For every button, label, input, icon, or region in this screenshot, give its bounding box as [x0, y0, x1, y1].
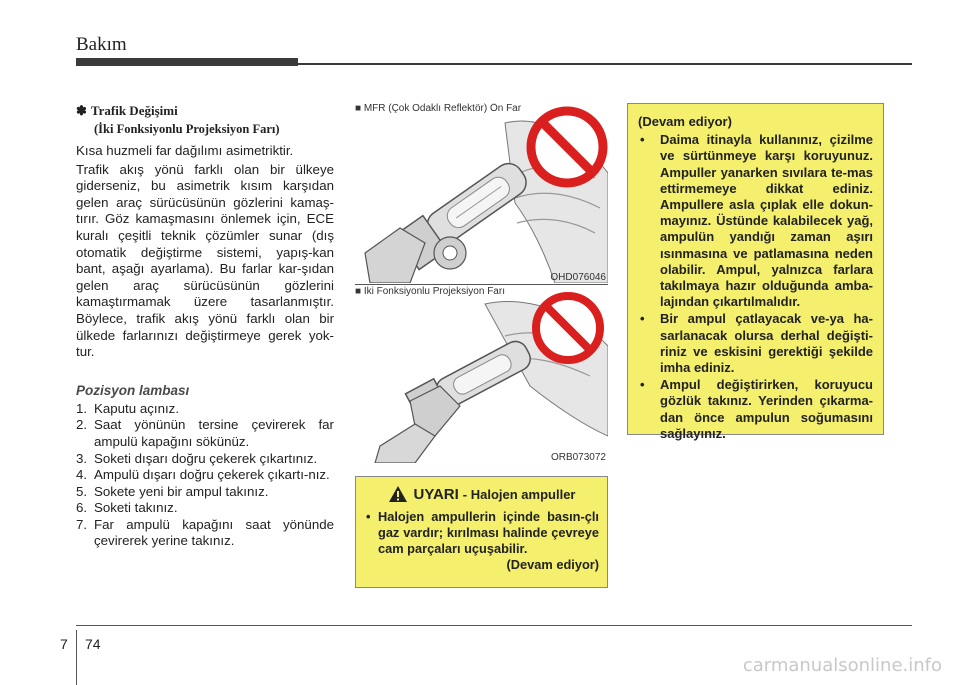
page-header-title: Bakım — [76, 34, 127, 55]
list-item: 5. Sokete yeni bir ampul takınız. — [76, 483, 269, 499]
caution-list — [638, 132, 873, 442]
prohibition-icon — [531, 111, 603, 183]
warning-title: UYARI — [413, 485, 459, 503]
list-item: 6. Soketi takınız. — [76, 500, 178, 516]
list-item: 4. Ampulü dışarı doğru çekerek çıkartı-nız. — [76, 467, 330, 483]
image-mfr-headlamp — [355, 103, 608, 283]
warning-subtitle: - Halojen ampuller — [462, 486, 576, 502]
image-caption: ■ MFR (Çok Odaklı Reflektör) Ön Far — [355, 103, 522, 114]
footer-separator — [76, 630, 77, 685]
warning-list — [364, 509, 599, 557]
list-item: • Bir ampul çatlayacak ve-ya ha-sarlanacak olursa derhal değişti-riniz ve eskisini gerektiği şekilde imha ediniz. — [640, 311, 873, 376]
footer-line — [76, 625, 912, 626]
watermark: carmanualsonline.info — [742, 655, 942, 676]
paragraph-asymmetric: Kısa huzmeli far dağılımı asimetriktir. — [76, 143, 294, 158]
list-item: 3. Soketi dışarı doğru çekerek çıkartınız. — [76, 450, 318, 466]
warning-triangle-icon — [388, 485, 408, 503]
section-subtitle: (İki Fonksiyonlu Projeksiyon Farı) — [94, 122, 280, 136]
page-number: 74 — [85, 636, 101, 652]
list-item: • Ampul değiştirirken, koruyucu gözlük takınız. Yerinden çıkarma-dan önce ampulun soğumasını sağlayınız. — [640, 377, 873, 441]
paragraph-traffic: Trafik akış yönü farklı olan bir ülkeye giderseniz, bu asimetrik kısım karşıdan gelen araç sürücüsünün gözlerini kamaş-tırır. Göz kamaşmasını önlemek için, ECE kuralı çeşitli teknik çözümler sunar (dış otomatik değiştirme sistemi, yapış-kan bant, aşağı ayarlama). Bu farlar kar-şıdan gelen araç sürücüsünün gözlerini kamaştırmamak üzere tasarlanmıştır. Böylece, trafik akış yönü farklı olan bir ülkede farlarınızı değiştirmeye gerek yok-tur. — [76, 161, 334, 360]
steps-list — [76, 401, 334, 550]
header-bar-thin — [298, 63, 912, 65]
list-item: 7. Far ampulü kapağını saat yönünde çevirerek yerine takınız. — [76, 516, 334, 549]
section-marker-icon: ✽ — [76, 103, 87, 118]
left-column — [76, 103, 334, 550]
list-item: • Halojen ampullerin içinde basın-çlı gaz vardır; kırılması halinde çevreye cam parçaları uçuşabilir. — [366, 509, 599, 556]
image-projection-headlamp — [355, 286, 608, 463]
position-lamp-heading: Pozisyon lambası — [76, 382, 190, 398]
caution-box — [627, 103, 884, 441]
prohibition-icon — [536, 296, 600, 360]
chapter-number: 7 — [60, 636, 68, 652]
bulb-hand-illustration-icon — [355, 103, 608, 283]
continued-label: (Devam ediyor) — [638, 114, 732, 129]
list-item: 2. Saat yönünün tersine çevirerek far ampulü kapağını sökünüz. — [76, 417, 334, 449]
list-item: 1. Kaputu açınız. — [76, 400, 180, 416]
header-bar-thick — [76, 58, 298, 66]
section-title — [76, 103, 334, 119]
projection-bulb-illustration-icon — [355, 286, 608, 463]
image-caption: ■ İki Fonksiyonlu Projeksiyon Farı — [355, 286, 505, 297]
image-code: OHD076046 — [550, 272, 606, 283]
image-divider — [355, 284, 608, 285]
section-title-text: Trafik Değişimi — [90, 103, 178, 118]
list-item: • Daima itinayla kullanınız, çizilme ve sürtünmeye karşı koruyunuz. Ampuller yanarken sıvılara te-mas ettirmemeye dikkat ediniz. Ampullere asla çıplak elle dokun-mayınız. Üstünde kalabilecek yağ, ampulün yandığı zaman aşırı ısınmasına ve patlamasına neden olabilir. Ampul, yalnızca farlara takılmaya hazır olduğunda amba-lajından çıkartılmalıdır. — [640, 132, 873, 310]
warning-header — [364, 485, 599, 503]
image-code: ORB073072 — [550, 452, 606, 463]
warning-box — [355, 476, 608, 588]
continued-label: (Devam ediyor) — [506, 557, 599, 572]
